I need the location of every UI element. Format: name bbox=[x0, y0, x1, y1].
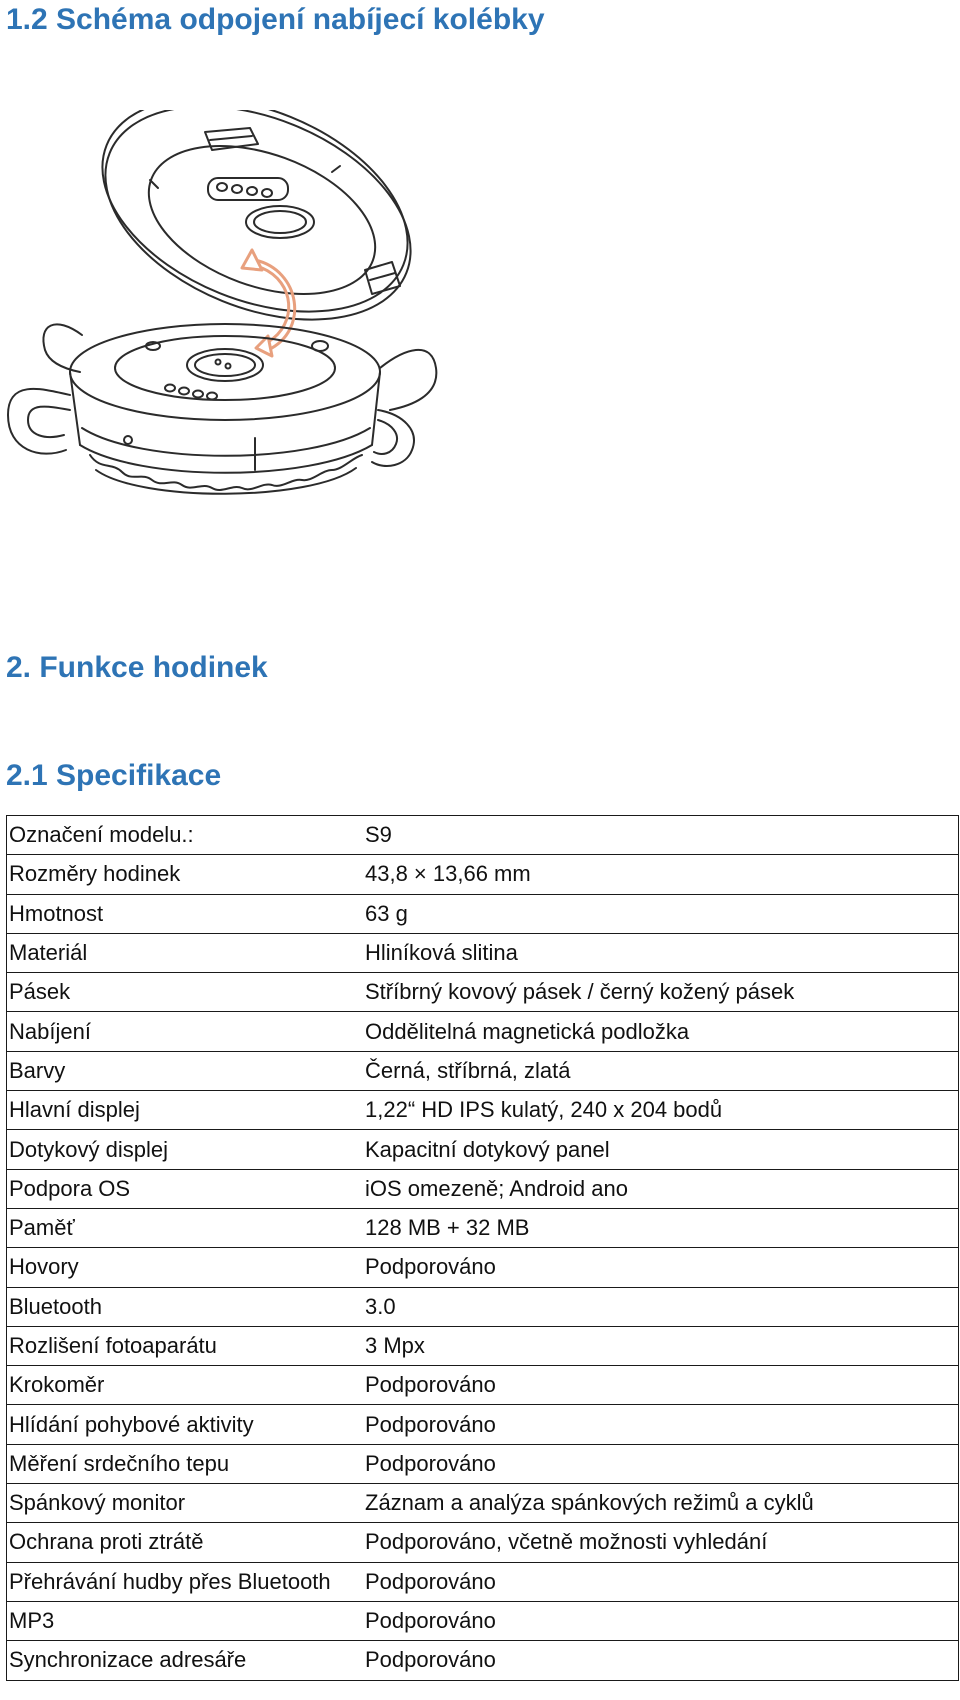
spec-label: MP3 bbox=[7, 1601, 362, 1640]
table-row bbox=[7, 1601, 959, 1640]
spec-value: Podporováno bbox=[361, 1444, 959, 1483]
spec-value: 128 MB + 32 MB bbox=[361, 1208, 959, 1247]
table-row bbox=[7, 933, 959, 972]
table-row bbox=[7, 816, 959, 855]
spec-label: Materiál bbox=[7, 933, 362, 972]
spec-label: Krokoměr bbox=[7, 1366, 362, 1405]
spec-label: Hlavní displej bbox=[7, 1091, 362, 1130]
spec-label: Rozlišení fotoaparátu bbox=[7, 1326, 362, 1365]
spec-label: Rozměry hodinek bbox=[7, 855, 362, 894]
table-row bbox=[7, 1326, 959, 1365]
table-row bbox=[7, 1366, 959, 1405]
spec-value: Podporováno bbox=[361, 1641, 959, 1680]
table-row bbox=[7, 1051, 959, 1090]
cradle-handle-left bbox=[8, 324, 82, 453]
spec-value: Podporováno bbox=[361, 1562, 959, 1601]
table-row bbox=[7, 1444, 959, 1483]
spec-label: Hovory bbox=[7, 1248, 362, 1287]
spec-label: Hlídání pohybové aktivity bbox=[7, 1405, 362, 1444]
spec-label: Ochrana proti ztrátě bbox=[7, 1523, 362, 1562]
section-heading-watch-functions: 2. Funkce hodinek bbox=[6, 651, 268, 684]
charging-cradle bbox=[70, 324, 380, 494]
spec-label: Měření srdečního tepu bbox=[7, 1444, 362, 1483]
spec-value: 63 g bbox=[361, 894, 959, 933]
table-row bbox=[7, 894, 959, 933]
table-row bbox=[7, 1641, 959, 1680]
spec-value: Kapacitní dotykový panel bbox=[361, 1130, 959, 1169]
spec-value: Černá, stříbrná, zlatá bbox=[361, 1051, 959, 1090]
table-row bbox=[7, 1208, 959, 1247]
spec-value: Podporováno, včetně možnosti vyhledání bbox=[361, 1523, 959, 1562]
spec-label: Paměť bbox=[7, 1208, 362, 1247]
watch-body-underside bbox=[71, 110, 442, 361]
spec-value: S9 bbox=[361, 816, 959, 855]
table-row bbox=[7, 1523, 959, 1562]
section-heading-cradle-detach: 1.2 Schéma odpojení nabíjecí kolébky bbox=[6, 3, 545, 36]
table-row bbox=[7, 1091, 959, 1130]
section-heading-specifications: 2.1 Specifikace bbox=[6, 759, 222, 792]
spec-value: 3 Mpx bbox=[361, 1326, 959, 1365]
table-row bbox=[7, 1562, 959, 1601]
spec-value: Oddělitelná magnetická podložka bbox=[361, 1012, 959, 1051]
table-row bbox=[7, 1484, 959, 1523]
spec-value: Podporováno bbox=[361, 1248, 959, 1287]
spec-label: Nabíjení bbox=[7, 1012, 362, 1051]
spec-value: Podporováno bbox=[361, 1366, 959, 1405]
specifications-table bbox=[6, 815, 959, 1681]
spec-value: 1,22“ HD IPS kulatý, 240 x 204 bodů bbox=[361, 1091, 959, 1130]
spec-label: Označení modelu.: bbox=[7, 816, 362, 855]
table-row bbox=[7, 1169, 959, 1208]
spec-value: Záznam a analýza spánkových režimů a cyklů bbox=[361, 1484, 959, 1523]
spec-label: Přehrávání hudby přes Bluetooth bbox=[7, 1562, 362, 1601]
spec-value: Hliníková slitina bbox=[361, 933, 959, 972]
spec-value: Podporováno bbox=[361, 1601, 959, 1640]
table-row bbox=[7, 973, 959, 1012]
spec-label: Podpora OS bbox=[7, 1169, 362, 1208]
spec-value: Podporováno bbox=[361, 1405, 959, 1444]
cradle-handle-right bbox=[372, 350, 436, 466]
spec-label: Synchronizace adresáře bbox=[7, 1641, 362, 1680]
spec-label: Bluetooth bbox=[7, 1287, 362, 1326]
spec-value: iOS omezeně; Android ano bbox=[361, 1169, 959, 1208]
spec-value: 43,8 × 13,66 mm bbox=[361, 855, 959, 894]
charging-cradle-detach-illustration bbox=[0, 110, 480, 570]
table-row bbox=[7, 855, 959, 894]
table-row bbox=[7, 1130, 959, 1169]
spec-value: Stříbrný kovový pásek / černý kožený pásek bbox=[361, 973, 959, 1012]
spec-label: Pásek bbox=[7, 973, 362, 1012]
table-row bbox=[7, 1287, 959, 1326]
charge-pins bbox=[208, 178, 288, 200]
spec-value: 3.0 bbox=[361, 1287, 959, 1326]
spec-label: Hmotnost bbox=[7, 894, 362, 933]
spec-label: Barvy bbox=[7, 1051, 362, 1090]
table-row bbox=[7, 1248, 959, 1287]
table-row bbox=[7, 1012, 959, 1051]
spec-label: Spánkový monitor bbox=[7, 1484, 362, 1523]
table-row bbox=[7, 1405, 959, 1444]
spec-label: Dotykový displej bbox=[7, 1130, 362, 1169]
